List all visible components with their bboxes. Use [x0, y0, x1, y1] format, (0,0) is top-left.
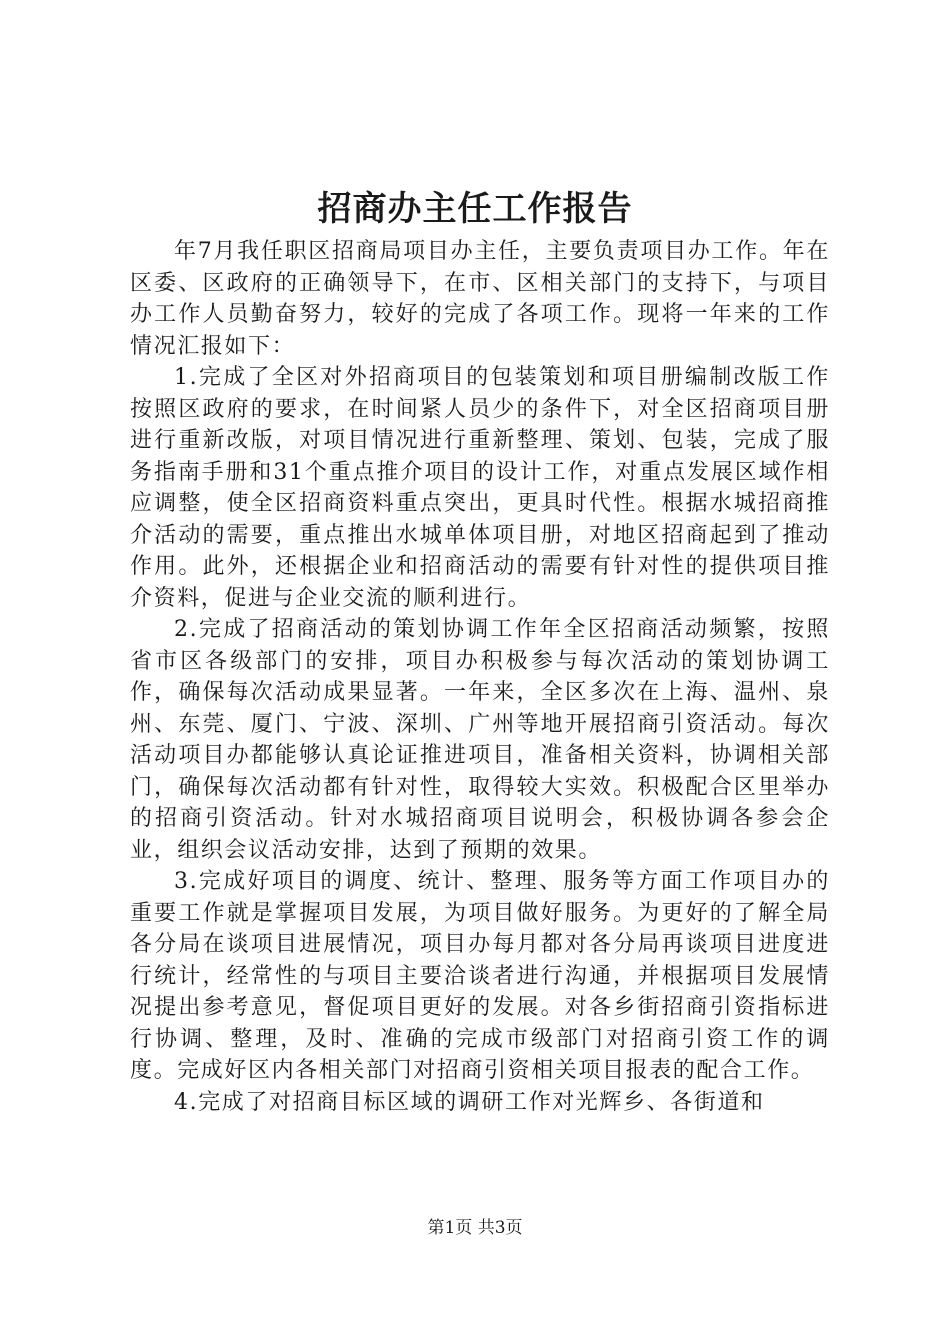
paragraph-item-4: 4.完成了对招商目标区域的调研工作对光辉乡、各街道和 — [174, 1089, 765, 1115]
paragraph-item-3: 3.完成好项目的调度、统计、整理、服务等方面工作项目办的重要工作就是掌握项目发展，为项目做好服务。为更好的了解全局各分局在谈项目进展情况，项目办每月都对各分局再谈项目进度进行统计，经常性的与项目主要洽谈者进行沟通，并根据项目发展情况提出参考意见，督促项目更好的发展。对各乡街招商引资指标进行协调、整理，及时、准确的完成市级部门对招商引资工作的调度。完成好区内各相关部门对招商引资相关项目报表的配合工作。 — [130, 869, 830, 1083]
document-title: 招商办主任工作报告 — [317, 189, 633, 229]
document-body — [130, 236, 830, 1118]
paragraph-item-1: 1.完成了全区对外招商项目的包装策划和项目册编制改版工作按照区政府的要求，在时间紧人员少的条件下，对全区招商项目册进行重新改版，对项目情况进行重新整理、策划、包装，完成了服务指南手册和31个重点推介项目的设计工作，对重点发展区域作相应调整，使全区招商资料重点突出，更具时代性。根据水城招商推介活动的需要，重点推出水城单体项目册，对地区招商起到了推动作用。此外，还根据企业和招商活动的需要有针对性的提供项目推介资料，促进与企业交流的顺利进行。 — [130, 365, 830, 611]
paragraph-intro: 年7月我任职区招商局项目办主任，主要负责项目办工作。年在区委、区政府的正确领导下，在市、区相关部门的支持下，与项目办工作人员勤奋努力，较好的完成了各项工作。现将一年来的工作情况汇报如下： — [130, 239, 830, 359]
paragraph-item-2: 2.完成了招商活动的策划协调工作年全区招商活动频繁，按照省市区各级部门的安排，项目办积极参与每次活动的策划协调工作，确保每次活动成果显著。一年来，全区多次在上海、温州、泉州、东莞、厦门、宁波、深圳、广州等地开展招商引资活动。每次活动项目办都能够认真论证推进项目，准备相关资料，协调相关部门，确保每次活动都有针对性，取得较大实效。积极配合区里举办的招商引资活动。针对水城招商项目说明会，积极协调各参会企业，组织会议活动安排，达到了预期的效果。 — [130, 617, 830, 863]
page-footer: 第1页 共3页 — [427, 1218, 523, 1238]
